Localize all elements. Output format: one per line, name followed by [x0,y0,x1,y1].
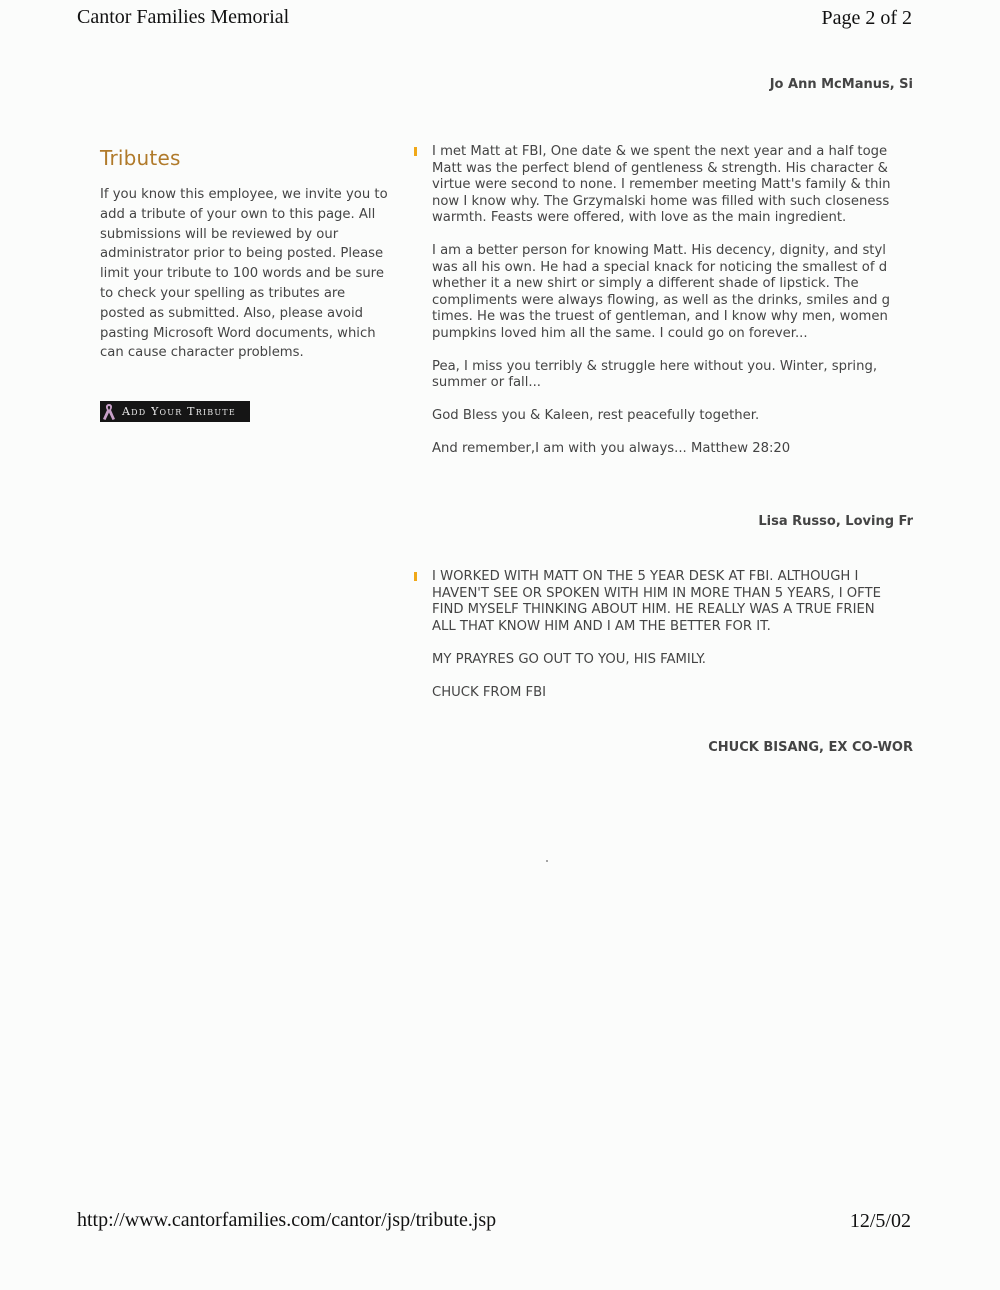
tributes-sidebar [100,146,390,425]
tribute-author: CHUCK BISANG, EX CO-WOR [708,739,913,755]
tribute-paragraph: Pea, I miss you terribly & struggle here without you. Winter, spring, summer or fall... [432,358,878,390]
print-footer-url: http://www.cantorfamilies.com/cantor/jsp/tribute.jsp [77,1209,497,1231]
tribute-paragraph: I am a better person for knowing Matt. His decency, dignity, and styl was all his own. He had a special knack for noticing the smallest of d whether it a new shirt or simply a different shade of lipstick. The compliments were always flowing, as well as the drinks, smiles and g times. He was the truest of gentleman, and I know why men, women pumpkins loved him all the same. I could go on forever... [432,243,891,341]
print-header-title: Cantor Families Memorial [77,6,290,28]
ribbon-icon [102,403,116,421]
tribute-author: Lisa Russo, Loving Fr [758,514,913,529]
add-tribute-button[interactable] [100,401,250,422]
scan-speck [546,860,548,862]
tribute-entry-1 [412,144,913,529]
tribute-paragraph: MY PRAYRES GO OUT TO YOU, HIS FAMILY. [432,651,706,667]
web-page-content [0,60,913,820]
sidebar-instructions: If you know this employee, we invite you to add a tribute of your own to this page. All submissions will be reviewed by our administrator prior to being posted. Please limit your tribute to 100 words and be sure to check your spelling as tributes are posted as submitted. Also, please avoid pasting Microsoft Word documents, which can cause character problems. [100,187,388,361]
print-header-page-number: Page 2 of 2 [821,7,912,29]
tribute-paragraph: I met Matt at FBI, One date & we spent the next year and a half toge Matt was the perfect blend of gentleness & strength. His character & virtue were second to none. I remember meeting Matt's family & thin now I know why. The Grzymalski home was filled with such closeness warmth. Feasts were offered, with love as the main ingredient. [432,144,891,225]
add-tribute-button-label: Add Your Tribute [122,405,236,419]
tribute-paragraph: And remember,I am with you always... Matthew 28:20 [432,441,791,456]
tribute-entry-2 [412,569,913,755]
tribute-text [432,144,913,474]
tribute-paragraph: CHUCK FROM FBI [432,684,547,700]
print-footer-date: 12/5/02 [849,1210,911,1232]
tribute-author-top: Jo Ann McManus, Si [769,77,913,92]
tribute-marker-icon [414,147,417,156]
tribute-marker-icon [414,572,417,581]
tribute-text [432,569,913,718]
tribute-paragraph: I WORKED WITH MATT ON THE 5 YEAR DESK AT FBI. ALTHOUGH I HAVEN'T SEE OR SPOKEN WITH HIM IN MORE THAN 5 YEARS, I OFTE FIND MYSELF THINKING ABOUT HIM. HE REALLY WAS A TRUE FRIEN ALL THAT KNOW HIM AND I AM THE BETTER FOR IT. [432,569,881,634]
sidebar-title: Tributes [100,146,181,170]
tribute-paragraph: God Bless you & Kaleen, rest peacefully together. [432,408,760,423]
